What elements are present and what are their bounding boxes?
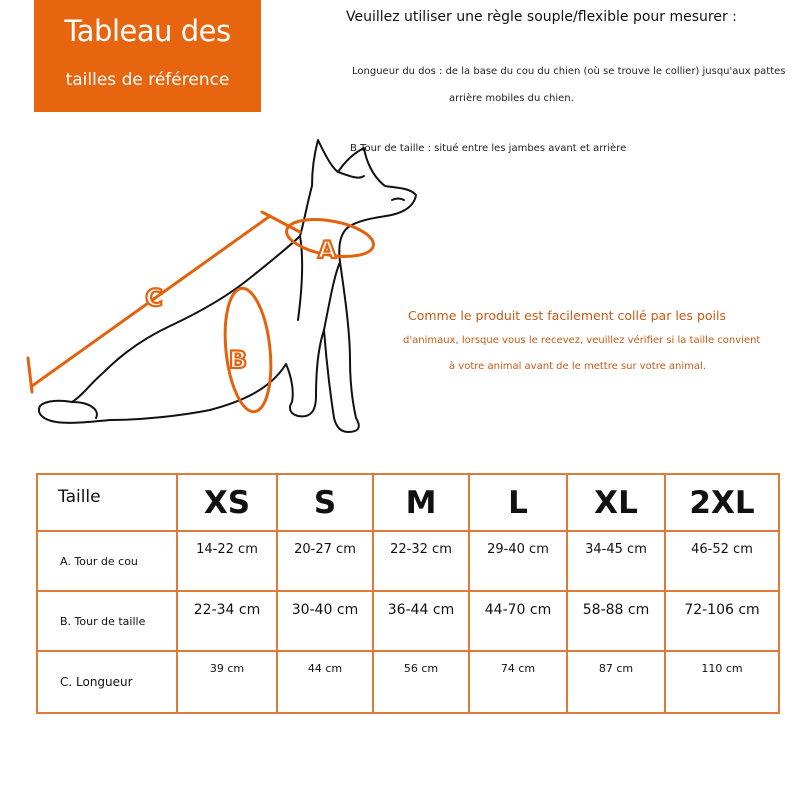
title-banner — [34, 0, 261, 112]
length-s: 44 cm — [278, 652, 374, 712]
instructions-title: Veuillez utiliser une règle souple/flexible pour mesurer : — [346, 9, 737, 25]
waist-2xl: 72-106 cm — [666, 592, 778, 652]
label-c: C — [145, 284, 163, 312]
length-xl: 87 cm — [568, 652, 666, 712]
note-line-2: d'animaux, lorsque vous le recevez, veuillez vérifier si la taille convient — [403, 335, 761, 346]
row-label-neck: A. Tour de cou — [38, 532, 178, 592]
waist-xs: 22-34 cm — [178, 592, 278, 652]
waist-s: 30-40 cm — [278, 592, 374, 652]
instruction-back-length-1: Longueur du dos : de la base du cou du chien (où se trouve le collier) jusqu'aux pattes — [352, 66, 786, 77]
header-label: Taille — [38, 475, 178, 532]
neck-2xl: 46-52 cm — [666, 532, 778, 592]
waist-xl: 58-88 cm — [568, 592, 666, 652]
label-b: B — [228, 346, 248, 374]
length-xs: 39 cm — [178, 652, 278, 712]
length-measure-c-start — [28, 358, 32, 392]
neck-m: 22-32 cm — [374, 532, 470, 592]
label-a: A — [317, 236, 337, 264]
banner-subtitle: tailles de référence — [65, 70, 230, 90]
instruction-waist: B Tour de taille : situé entre les jambes avant et arrière — [350, 143, 627, 154]
neck-xl: 34-45 cm — [568, 532, 666, 592]
instruction-back-length-2: arrière mobiles du chien. — [449, 93, 574, 104]
waist-m: 36-44 cm — [374, 592, 470, 652]
length-l: 74 cm — [470, 652, 568, 712]
size-table — [36, 473, 780, 714]
waist-l: 44-70 cm — [470, 592, 568, 652]
note-line-3: à votre animal avant de le mettre sur votre animal. — [449, 361, 707, 372]
length-m: 56 cm — [374, 652, 470, 712]
dog-outline — [39, 140, 416, 432]
size-header-xs: XS — [178, 475, 278, 532]
note-line-1: Comme le produit est facilement collé par les poils — [408, 308, 727, 323]
length-2xl: 110 cm — [701, 662, 743, 675]
row-label-waist: B. Tour de taille — [38, 592, 178, 652]
size-header-xl: XL — [568, 475, 666, 532]
neck-s: 20-27 cm — [278, 532, 374, 592]
row-label-length: C. Longueur — [38, 652, 178, 712]
banner-title: Tableau des — [64, 14, 231, 48]
size-header-l: L — [470, 475, 568, 532]
neck-xs: 14-22 cm — [178, 532, 278, 592]
size-header-m: M — [374, 475, 470, 532]
dog-measurement-diagram — [0, 120, 440, 440]
size-header-s: S — [278, 475, 374, 532]
size-header-2xl: 2XL — [666, 475, 778, 532]
neck-l: 29-40 cm — [470, 532, 568, 592]
